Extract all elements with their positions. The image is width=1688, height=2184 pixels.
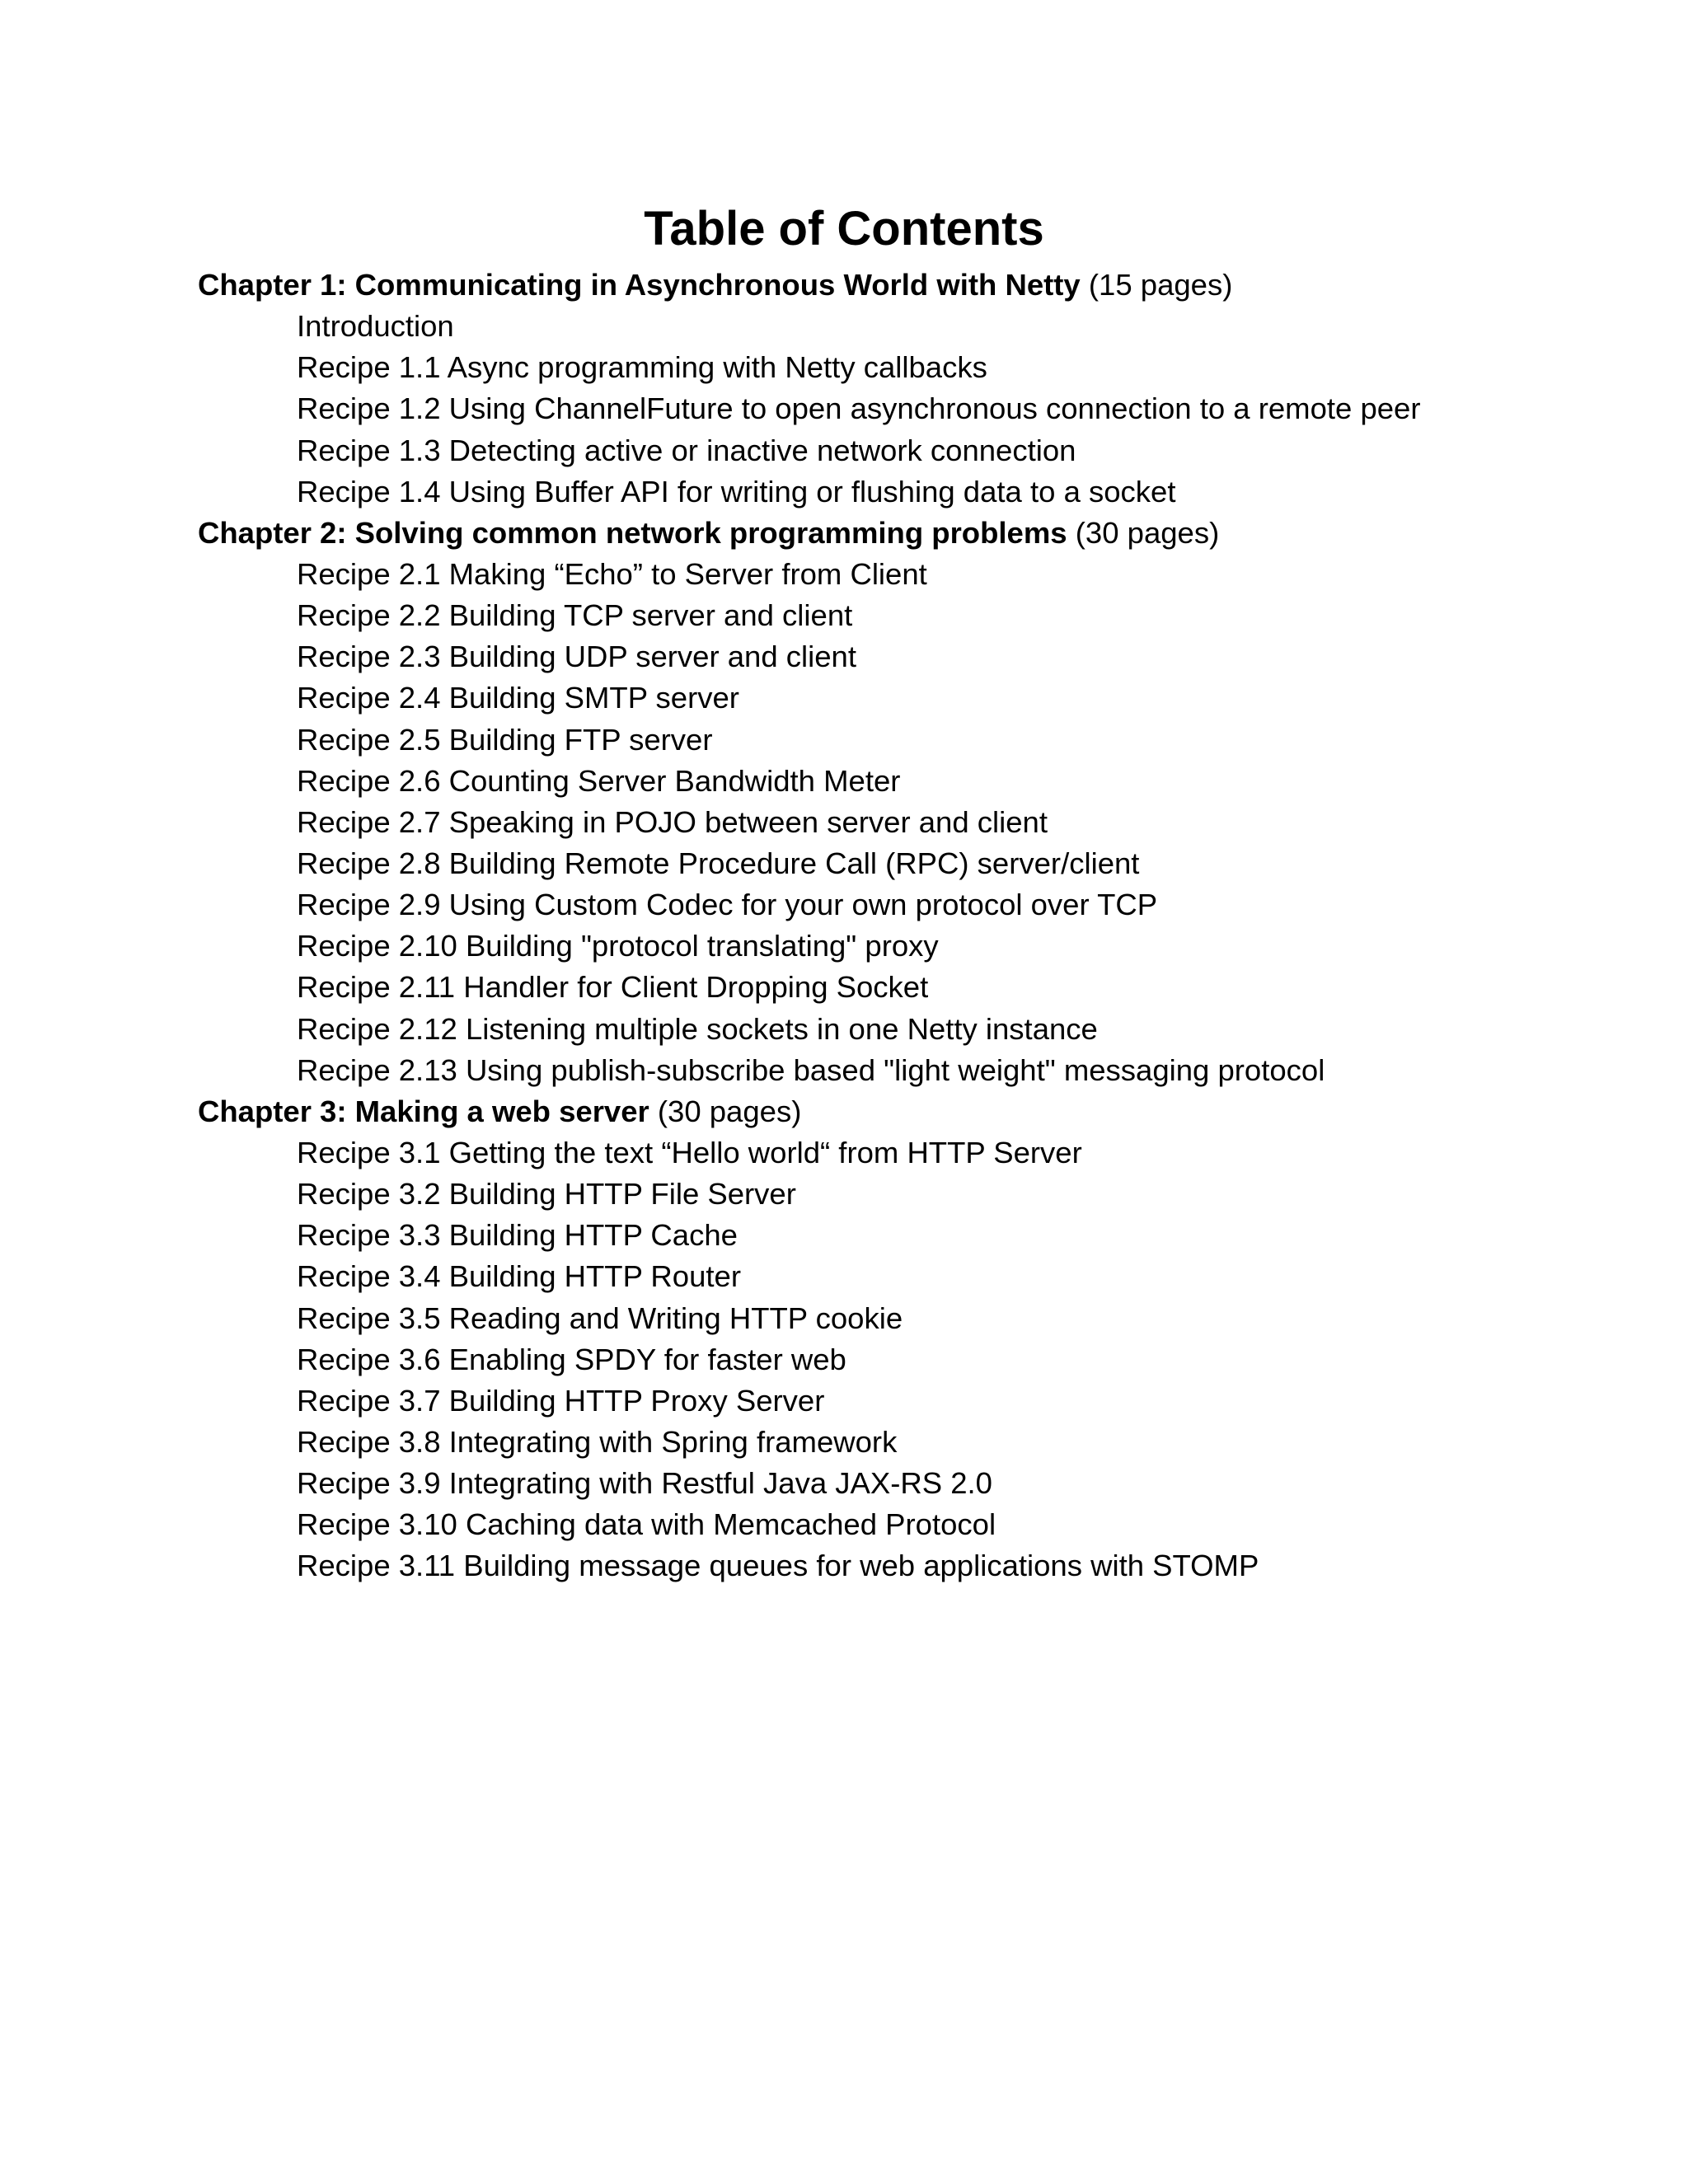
toc-entry: Recipe 1.2 Using ChannelFuture to open asynchronous connection to a remote peer: [297, 391, 1421, 426]
toc-entry: Recipe 2.12 Listening multiple sockets in one Netty instance: [297, 1011, 1098, 1046]
chapter-heading: [198, 513, 1665, 554]
toc-entry: Recipe 1.4 Using Buffer API for writing or flushing data to a socket: [297, 474, 1176, 509]
chapter-page-count: (30 pages): [657, 1094, 802, 1128]
toc-entry: Recipe 1.1 Async programming with Netty callbacks: [297, 350, 987, 385]
toc-entry: Recipe 3.6 Enabling SPDY for faster web: [297, 1342, 846, 1376]
toc-entry: Recipe 2.5 Building FTP server: [297, 722, 713, 757]
toc-entry: Recipe 2.9 Using Custom Codec for your own protocol over TCP: [297, 888, 1158, 922]
toc-entry: Recipe 2.1 Making “Echo” to Server from Client: [297, 556, 927, 591]
toc-entry: Recipe 2.13 Using publish-subscribe based "light weight" messaging protocol: [297, 1052, 1325, 1087]
toc-entry: Recipe 3.3 Building HTTP Cache: [297, 1218, 738, 1253]
toc-entry: Recipe 2.10 Building "protocol translating" proxy: [297, 929, 939, 963]
toc-entry: Recipe 2.2 Building TCP server and client: [297, 598, 853, 633]
toc-entry: Recipe 2.7 Speaking in POJO between server and client: [297, 804, 1048, 839]
toc-entry: Recipe 3.5 Reading and Writing HTTP cookie: [297, 1301, 903, 1335]
chapter-page-count: (30 pages): [1075, 515, 1220, 550]
toc-entry: Recipe 3.4 Building HTTP Router: [297, 1259, 741, 1294]
toc-entry: Recipe 2.3 Building UDP server and client: [297, 640, 856, 674]
toc-entry: Recipe 3.9 Integrating with Restful Java JAX-RS 2.0: [297, 1466, 992, 1501]
toc-entry: Introduction: [297, 309, 454, 344]
toc-entry: Recipe 2.11 Handler for Client Dropping Socket: [297, 970, 929, 1005]
toc-entry: Recipe 2.8 Building Remote Procedure Call (RPC) server/client: [297, 846, 1140, 880]
toc-entry: Recipe 3.1 Getting the text “Hello world“ from HTTP Server: [297, 1135, 1082, 1169]
toc-entry: Recipe 3.10 Caching data with Memcached Protocol: [297, 1507, 996, 1542]
chapter-heading: [198, 1091, 1665, 1132]
table-of-contents: [198, 265, 1665, 1587]
toc-entry: Recipe 3.8 Integrating with Spring framework: [297, 1424, 898, 1459]
page-title: Table of Contents: [644, 202, 1044, 255]
toc-entry: Recipe 3.7 Building HTTP Proxy Server: [297, 1383, 825, 1418]
toc-entry: Recipe 3.2 Building HTTP File Server: [297, 1177, 796, 1212]
toc-entry: Recipe 3.11 Building message queues for web applications with STOMP: [297, 1549, 1259, 1583]
chapter-page-count: (15 pages): [1088, 268, 1233, 302]
chapter-title: Chapter 3: Making a web server: [198, 1094, 649, 1128]
toc-entry: Recipe 2.6 Counting Server Bandwidth Meter: [297, 763, 901, 798]
chapter-heading: [198, 265, 1665, 306]
toc-entry: Recipe 2.4 Building SMTP server: [297, 681, 739, 715]
chapter-title: Chapter 1: Communicating in Asynchronous World with Netty: [198, 268, 1081, 302]
chapter-title: Chapter 2: Solving common network programming problems: [198, 515, 1067, 550]
toc-entry: Recipe 1.3 Detecting active or inactive network connection: [297, 433, 1076, 467]
